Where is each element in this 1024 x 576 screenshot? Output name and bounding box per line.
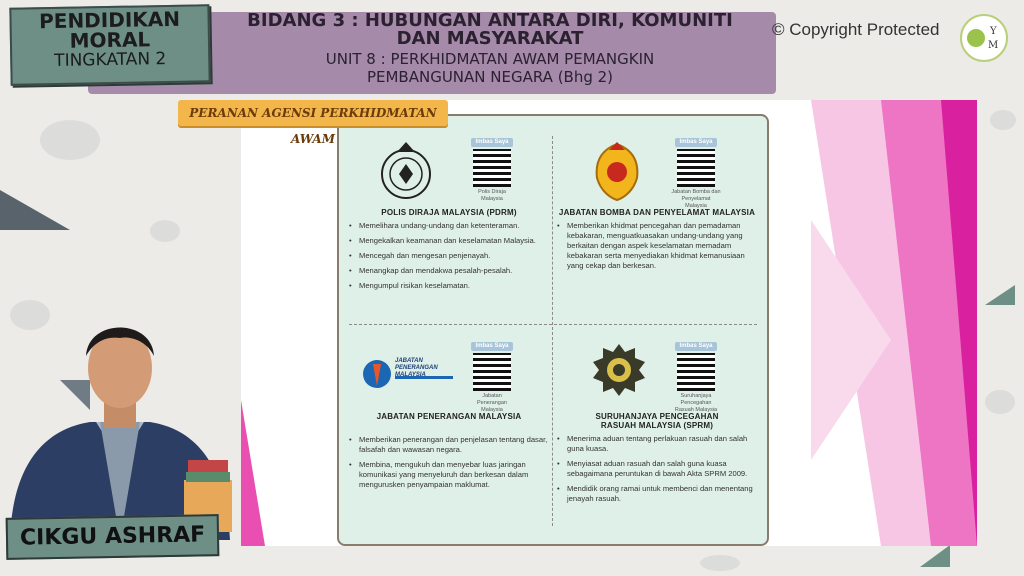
list-item: • Membina, mengukuh dan menyebar luas jaringan komunikasi yang menyeluruh dan berkesan dalam mengurusken penyampaian maklumat. bbox=[349, 460, 549, 490]
quadrant-bomba bbox=[557, 208, 757, 276]
subject-grade: TINGKATAN 2 bbox=[54, 49, 167, 71]
channel-logo-icon bbox=[962, 16, 1006, 60]
bidang-line1: BIDANG 3 : HUBUNGAN ANTARA DIRI, KOMUNITI bbox=[247, 10, 733, 31]
presenter-video bbox=[0, 310, 240, 540]
bomba-emblem-icon bbox=[587, 140, 647, 207]
qr-caption: Jabatan Penerangan Malaysia bbox=[477, 393, 507, 413]
scan-label: Imbas Saya bbox=[471, 138, 513, 147]
quadrant-penerangan bbox=[349, 412, 549, 495]
list-item: • Mencegah dan mengesan penjenayah. bbox=[349, 251, 549, 261]
background-splat bbox=[40, 120, 100, 160]
list-item: • Memberikan khidmat pencegahan dan pemadaman kebakaran, menguatkuasakan undang-undang yang berkaitan dengan aspek keselamatan memadam kebakaran serta menyediakan khidmat kemanusiaan yang cekap dan berkesan. bbox=[557, 221, 757, 271]
scan-label: Imbas Saya bbox=[471, 342, 513, 351]
topic-title bbox=[210, 12, 770, 86]
pdrm-emblem-icon bbox=[375, 140, 437, 207]
quadrant-title: JABATAN PENERANGAN MALAYSIA bbox=[376, 412, 522, 421]
copyright-notice: © Copyright Protected bbox=[772, 20, 940, 39]
presenter-name-tag: CIKGU ASHRAF bbox=[6, 514, 220, 560]
background-splat bbox=[700, 555, 740, 571]
background-shape bbox=[985, 285, 1015, 305]
duty-list bbox=[557, 434, 757, 504]
qr-code-bomba[interactable] bbox=[671, 138, 721, 210]
svg-text:M: M bbox=[988, 40, 999, 51]
background-shape bbox=[920, 545, 950, 567]
pink-decoration bbox=[811, 100, 977, 546]
background-shape bbox=[0, 190, 70, 230]
quadrant-title: POLIS DIRAJA MALAYSIA (PDRM) bbox=[381, 208, 517, 217]
qr-code-sprm[interactable] bbox=[671, 342, 721, 414]
list-item: • Mengumpul risikan keselamatan. bbox=[349, 281, 549, 291]
infographic-banner: PERANAN AGENSI PERKHIDMATAN AWAM bbox=[178, 100, 448, 126]
slide-content bbox=[241, 100, 977, 546]
quadrant-pdrm bbox=[349, 208, 549, 296]
svg-text:Y: Y bbox=[990, 26, 997, 37]
channel-logo bbox=[960, 14, 1008, 62]
list-item: • Menyiasat aduan rasuah dan salah guna kuasa sebagaimana peruntukan di bawah Akta SPRM 2009. bbox=[557, 459, 757, 479]
subject-title-line1: PENDIDIKAN bbox=[38, 6, 181, 34]
infographic-card bbox=[337, 114, 769, 546]
list-item: • Menangkap dan mendakwa pesalah-pesalah. bbox=[349, 266, 549, 276]
background-splat bbox=[985, 390, 1015, 414]
qr-code-penerangan[interactable] bbox=[467, 342, 517, 414]
duty-list bbox=[349, 435, 549, 490]
unit-line1: UNIT 8 : PERKHIDMATAN AWAM PEMANGKIN bbox=[325, 50, 655, 68]
quadrant-divider bbox=[349, 324, 757, 325]
pink-accent bbox=[241, 400, 265, 546]
penerangan-logo bbox=[361, 354, 457, 399]
qr-caption: Suruhanjaya Pencegahan Rasuah Malaysia bbox=[674, 393, 718, 413]
qr-code-pdrm[interactable] bbox=[467, 138, 517, 203]
list-item: • Memelihara undang-undang dan ketenteraman. bbox=[349, 221, 549, 231]
qr-caption: Jabatan Bomba dan Penyelamat Malaysia bbox=[671, 189, 721, 209]
quadrant-title: JABATAN BOMBA DAN PENYELAMAT MALAYSIA bbox=[558, 208, 756, 217]
qr-code-icon bbox=[677, 353, 715, 391]
qr-code-icon bbox=[677, 149, 715, 187]
background-splat bbox=[150, 220, 180, 242]
duty-list bbox=[557, 221, 757, 271]
penerangan-logo-text: JABATAN PENERANGAN MALAYSIA bbox=[395, 358, 438, 378]
unit-line2: PEMBANGUNAN NEGARA (Bhg 2) bbox=[366, 68, 614, 86]
quadrant-title-line1: SURUHANJAYA PENCEGAHAN bbox=[595, 412, 719, 421]
sprm-emblem-icon bbox=[589, 342, 649, 403]
bidang-line2: DAN MASYARAKAT bbox=[396, 28, 584, 49]
list-item: • Menerima aduan tentang perlakuan rasuah dan salah guna kuasa. bbox=[557, 434, 757, 454]
scan-label: Imbas Saya bbox=[675, 138, 717, 147]
subject-title-box bbox=[9, 4, 210, 85]
qr-code-icon bbox=[473, 149, 511, 187]
scan-label: Imbas Saya bbox=[675, 342, 717, 351]
quadrant-divider bbox=[552, 136, 553, 526]
list-item: • Mendidik orang ramai untuk membenci dan menentang jenayah rasuah. bbox=[557, 484, 757, 504]
quadrant-sprm bbox=[557, 412, 757, 509]
subject-title-line2: MORAL bbox=[69, 27, 151, 53]
quadrant-title-line2: RASUAH MALAYSIA (SPRM) bbox=[600, 421, 714, 430]
list-item: • Mengekalkan keamanan dan keselamatan Malaysia. bbox=[349, 236, 549, 246]
duty-list bbox=[349, 221, 549, 291]
list-item: • Memberikan penerangan dan penjelasan tentang dasar, falsafah dan wawasan negara. bbox=[349, 435, 549, 455]
background-splat bbox=[990, 110, 1016, 130]
qr-code-icon bbox=[473, 353, 511, 391]
qr-caption: Polis Diraja Malaysia bbox=[478, 189, 506, 202]
